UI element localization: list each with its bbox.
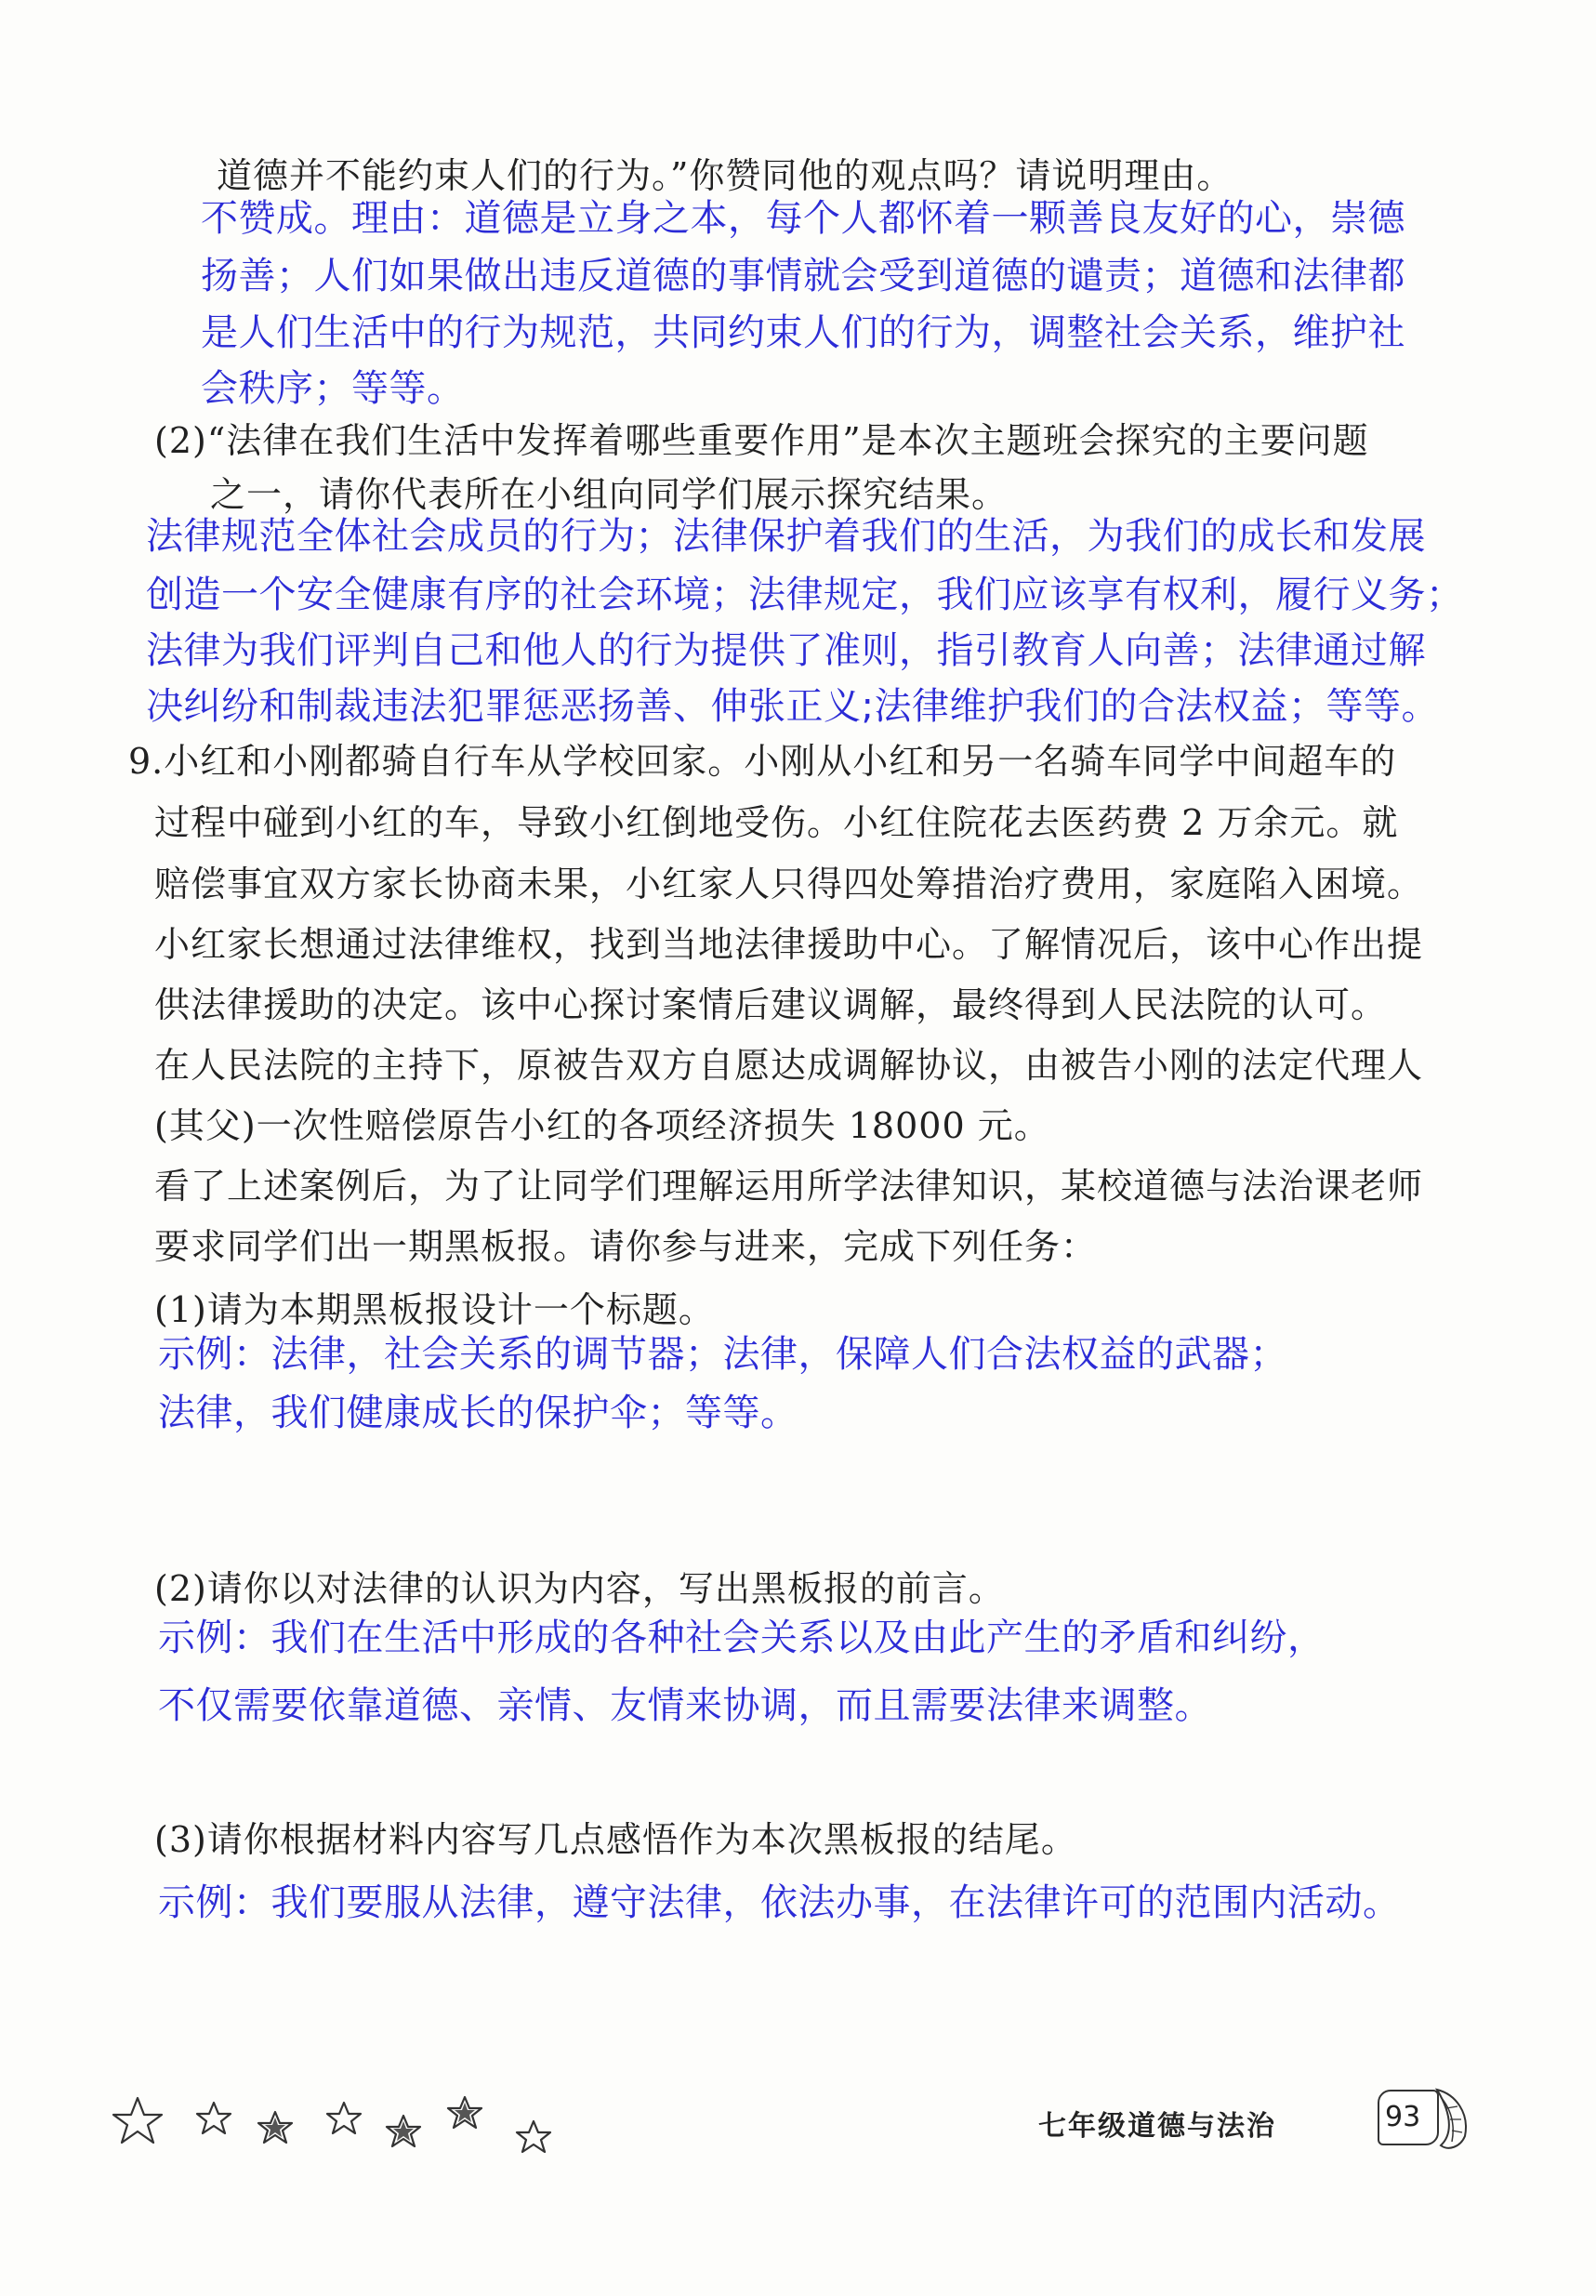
answer-text: 会秩序；等等。 [201, 367, 465, 410]
page-number: 93 [1385, 2101, 1421, 2133]
question-text: 9.小红和小刚都骑自行车从学校回家。小刚从小红和另一名骑车同学中间超车的 [128, 741, 1397, 782]
answer-text: 是人们生活中的行为规范，共同约束人们的行为，调整社会关系，维护社 [201, 311, 1405, 354]
answer-text: 创造一个安全健康有序的社会环境；法律规定，我们应该享有权利，履行义务； [146, 574, 1464, 616]
question-text: 道德并不能约束人们的行为。”你赞同他的观点吗？请说明理由。 [217, 155, 1233, 196]
question-text: (2)请你以对法律的认识为内容，写出黑板报的前言。 [154, 1568, 1005, 1609]
question-text: 之一，请你代表所在小组向同学们展示探究结果。 [210, 474, 1009, 515]
question-text: (2)“法律在我们生活中发挥着哪些重要作用”是本次主题班会探究的主要问题 [154, 420, 1369, 461]
answer-text: 示例：我们要服从法律，遵守法律，依法办事，在法律许可的范围内活动。 [158, 1881, 1401, 1924]
question-text: (1)请为本期黑板报设计一个标题。 [154, 1289, 715, 1330]
answer-text: 示例：我们在生活中形成的各种社会关系以及由此产生的矛盾和纠纷， [158, 1616, 1326, 1659]
answer-text: 不赞成。理由：道德是立身之本，每个人都怀着一颗善良友好的心，崇德 [201, 197, 1405, 240]
answer-text: 不仅需要依靠道德、亲情、友情来协调，而且需要法律来调整。 [158, 1684, 1212, 1727]
question-text: 看了上述案例后，为了让同学们理解运用所学法律知识，某校道德与法治课老师 [154, 1166, 1424, 1207]
answer-text: 扬善；人们如果做出违反道德的事情就会受到道德的谴责；道德和法律都 [201, 255, 1405, 297]
question-text: 在人民法院的主持下，原被告双方自愿达成调解协议，由被告小刚的法定代理人 [154, 1045, 1424, 1086]
question-text: 要求同学们出一期黑板报。请你参与进来，完成下列任务： [154, 1226, 1098, 1267]
question-text: 赔偿事宜双方家长协商未果，小红家人只得四处筹措治疗费用，家庭陷入困境。 [154, 864, 1424, 904]
answer-text: 决纠纷和制裁违法犯罪惩恶扬善、伸张正义;法律维护我们的合法权益；等等。 [146, 685, 1439, 728]
question-text: 小红家长想通过法律维权，找到当地法律援助中心。了解情况后，该中心作出提 [154, 924, 1424, 965]
leaf-decoration-icon [1428, 2080, 1476, 2155]
book-title: 七年级道德与法治 [1038, 2110, 1276, 2143]
answer-text: 法律，我们健康成长的保护伞；等等。 [158, 1392, 798, 1434]
answer-text: 法律为我们评判自己和他人的行为提供了准则，指引教育人向善；法律通过解 [146, 629, 1426, 672]
question-text: (其父)一次性赔偿原告小红的各项经济损失 18000 元。 [154, 1105, 1050, 1146]
question-text: 供法律援助的决定。该中心探讨案情后建议调解，最终得到人民法院的认可。 [154, 984, 1388, 1025]
question-text: 过程中碰到小红的车，导致小红倒地受伤。小红住院花去医药费 2 万余元。就 [154, 802, 1399, 843]
decorative-stars-icon [110, 2084, 574, 2168]
answer-text: 法律规范全体社会成员的行为；法律保护着我们的生活，为我们的成长和发展 [146, 515, 1426, 558]
question-text: (3)请你根据材料内容写几点感悟作为本次黑板报的结尾。 [154, 1819, 1077, 1860]
answer-text: 示例：法律，社会关系的调节器；法律，保障人们合法权益的武器； [158, 1333, 1287, 1376]
